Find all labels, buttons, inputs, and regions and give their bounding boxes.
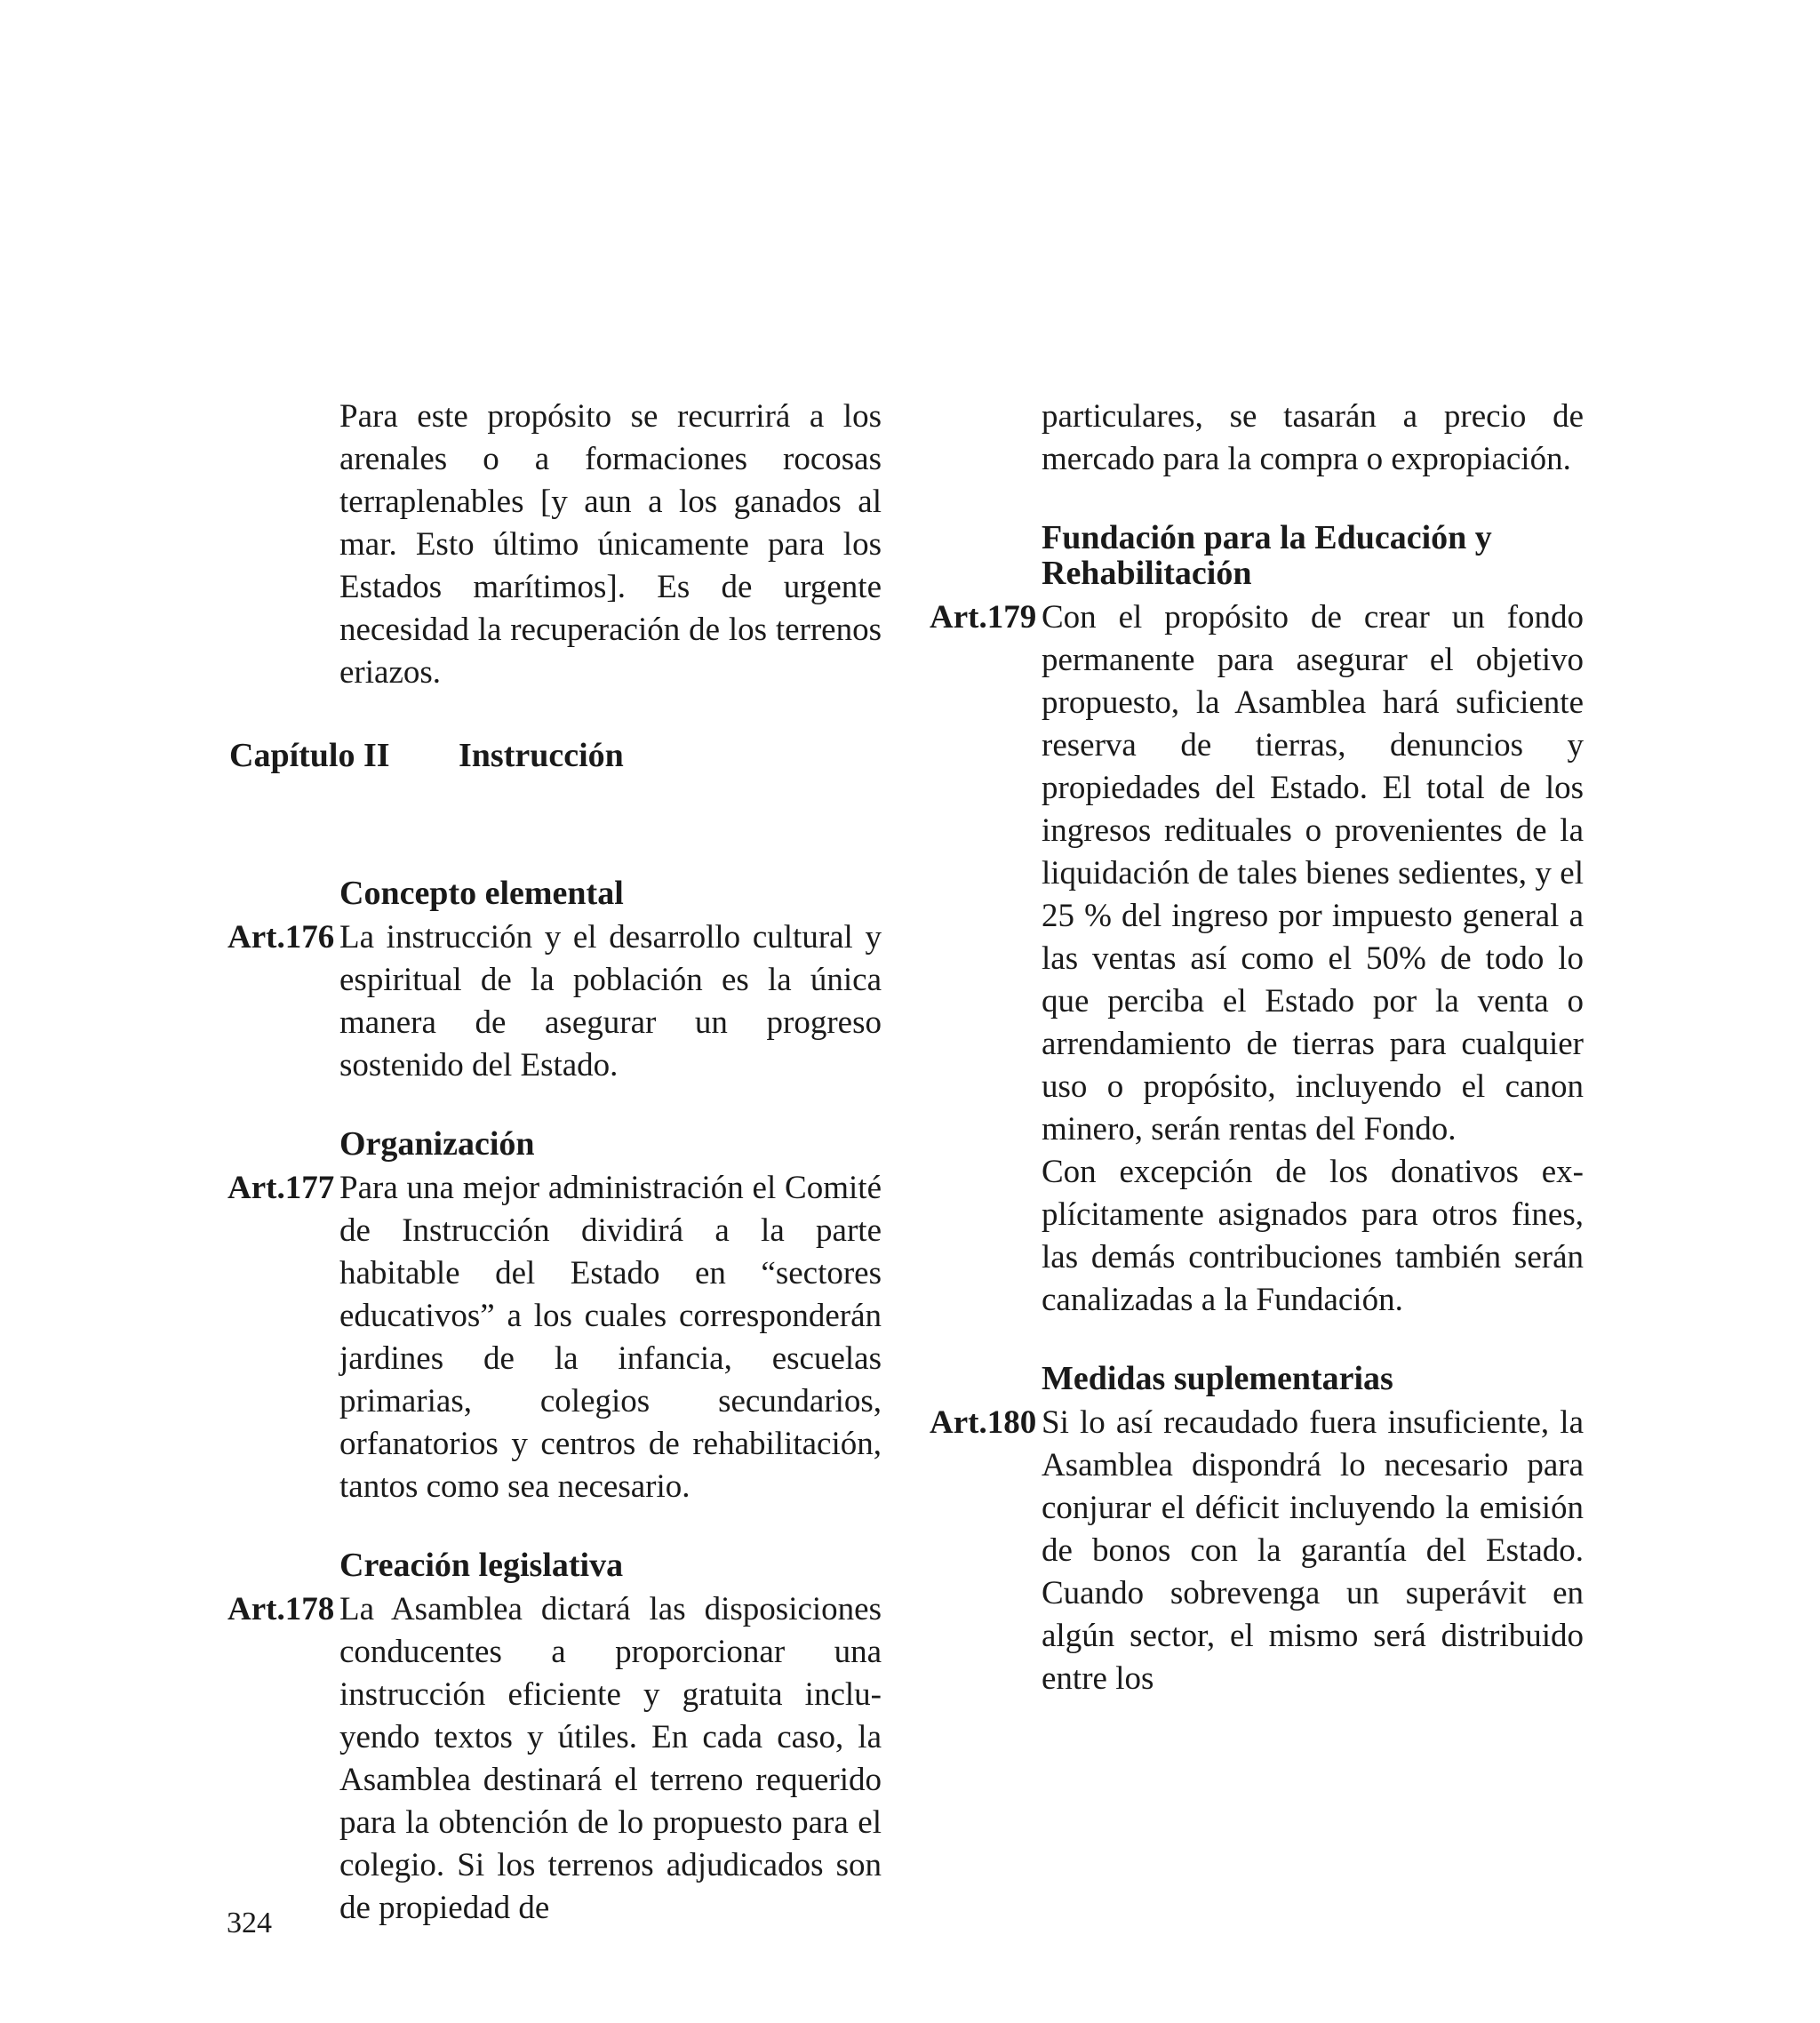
article-label-176: Art.176 [228, 919, 335, 956]
article-179 [930, 596, 1584, 1322]
right-column [930, 396, 1584, 1700]
article-label-178: Art.178 [228, 1591, 335, 1627]
article-text-179-continued: Con excepción de los donativos explícitamente asignados para otros fines, las demás contribuciones también serán canalizadas a la Fundación. [1042, 1154, 1584, 1318]
article-label-180: Art.180 [930, 1404, 1037, 1441]
article-text-180: Si lo así recaudado fuera insuficiente, la Asamblea dispondrá lo necesario para conjurar el déficit incluyendo la emisión de bonos con la garantía del Estado. Cuando sobrevenga un superávit en algún sector, el mismo será distribuido entre los [1042, 1404, 1584, 1697]
article-label-177: Art.177 [228, 1170, 335, 1206]
left-intro-paragraph: Para este propósito se recurrirá a los arenales o a formaciones rocosas terraplenables [y aun a los ganados al mar. Esto último únicamente para los Estados marítimos]. Es de urgente necesidad la recuperación de los terrenos eriazos. [339, 398, 882, 691]
section-heading-medidas: Medidas suplementarias [1042, 1360, 1393, 1397]
article-176 [228, 916, 882, 1087]
section-heading-fundacion: Fundación para la Educación y Rehabilitación [1042, 519, 1492, 592]
article-180 [930, 1402, 1584, 1700]
article-text-176: La instrucción y el desarrollo cultural y espiritual de la población es la única manera de asegurar un progreso sostenido del Estado. [339, 919, 882, 1083]
article-text-178: La Asamblea dictará las disposiciones conducentes a proporcionar una instrucción eficiente y gratuita incluyendo textos y útiles. En cada caso, la Asamblea destinará el terreno requerido para la obtención de lo propuesto para el colegio. Si los terrenos adjudicados son de propiedad de [339, 1591, 882, 1926]
article-177 [228, 1167, 882, 1508]
article-text-177: Para una mejor administración el Comité de Instrucción dividirá a la parte habitable del Estado en “sectores educativos” a los cuales corresponderán jardines de la infancia, escuelas primarias, colegios secundarios, orfanatorios y centros de rehabilitación, tantos como sea necesario. [339, 1170, 882, 1505]
section-heading-creacion: Creación legislativa [339, 1547, 624, 1584]
article-label-179: Art.179 [930, 599, 1037, 636]
chapter-heading [229, 734, 624, 777]
chapter-title: Instrucción [459, 737, 624, 774]
section-heading-organizacion: Organización [339, 1125, 535, 1163]
chapter-number: Capítulo II [229, 737, 390, 774]
section-heading-concepto: Concepto elemental [339, 875, 624, 912]
article-text-179: Con el propósito de crear un fondo permanente para asegurar el objetivo propuesto, la Asamblea hará suficiente reserva de tierras, denuncios y propiedades del Estado. El total de los ingresos redituales o provenientes de la liquidación de tales bienes sedientes, y el 25 % del ingreso por impuesto general a las ventas así como el 50% de todo lo que perciba el Estado por la venta o arrendamiento de tierras para cualquier uso o propósito, incluyendo el canon minero, serán rentas del Fondo. [1042, 599, 1584, 1147]
right-intro-paragraph: particulares, se tasarán a precio de mercado para la compra o expropiación. [1042, 398, 1584, 477]
page-number: 324 [227, 1907, 272, 1939]
